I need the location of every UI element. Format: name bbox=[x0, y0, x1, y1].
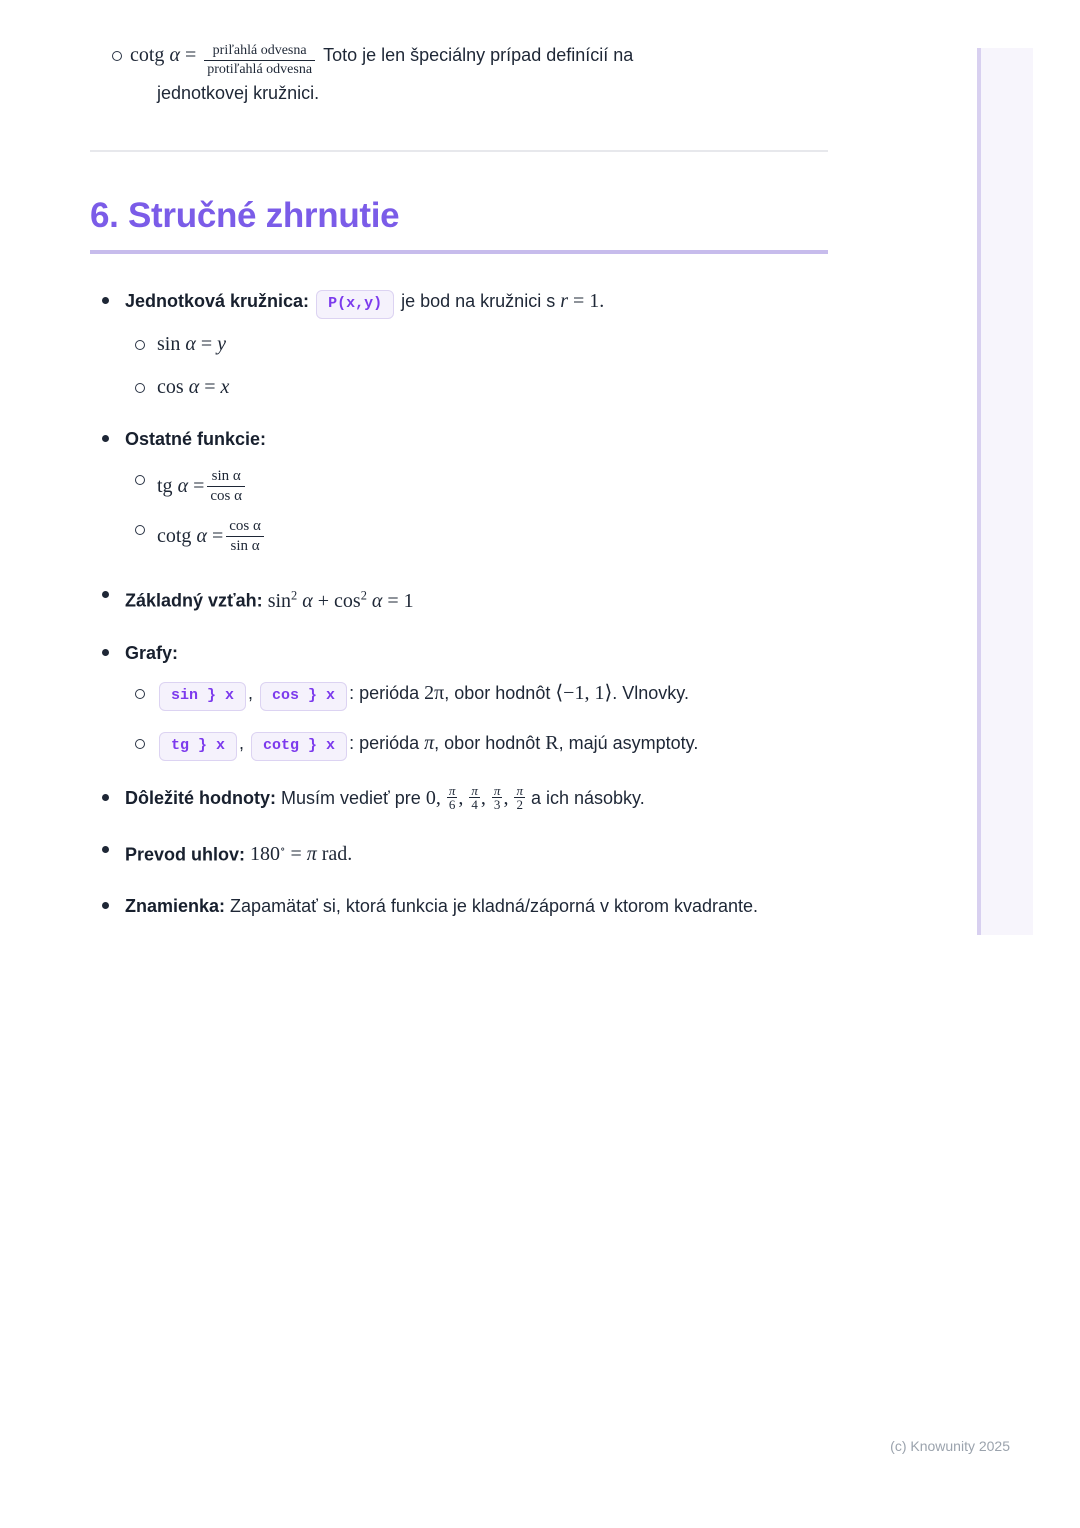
cotg-fraction bbox=[204, 43, 315, 78]
sub-item-tg-cotg-graphs bbox=[125, 728, 828, 761]
math-alpha: α bbox=[169, 44, 180, 66]
math-equals: = bbox=[290, 843, 302, 866]
identity-formula bbox=[267, 587, 414, 612]
math-alpha: α bbox=[177, 474, 189, 497]
math-pi: π bbox=[306, 843, 317, 866]
fraction-numerator: π bbox=[471, 782, 478, 798]
cotg-definition-item bbox=[90, 40, 828, 108]
sub-item-tg bbox=[125, 464, 828, 508]
math-exponent: 2 bbox=[291, 587, 298, 602]
sub-item-cotg bbox=[125, 514, 828, 558]
other-functions-sublist bbox=[125, 464, 828, 558]
math-alpha: α bbox=[185, 332, 196, 355]
pi-over-2 bbox=[514, 784, 525, 812]
graphs-row1-text: . Vlnovky. bbox=[612, 682, 689, 703]
fraction-denominator: protiľahlá odvesna bbox=[207, 61, 313, 77]
fraction-denominator: 3 bbox=[493, 797, 501, 813]
graphs-row1-text: : perióda bbox=[349, 682, 420, 703]
math-equals: = bbox=[211, 524, 224, 547]
graphs-row2-text: , obor hodnôt bbox=[434, 732, 541, 753]
cotg-note-line1: Toto je len špeciálny prípad definícií na bbox=[323, 45, 634, 65]
graphs-row2-text: : perióda bbox=[349, 732, 420, 753]
comma-separator: , bbox=[503, 786, 509, 809]
unit-circle-sublist bbox=[125, 329, 828, 402]
math-equals: = bbox=[204, 375, 216, 398]
math-alpha: α bbox=[371, 589, 383, 612]
copyright-note: (c) Knowunity 2025 bbox=[890, 1438, 1010, 1454]
pi-over-3 bbox=[492, 784, 503, 812]
identity-label: Základný vzťah: bbox=[125, 590, 263, 611]
bullet-graphs bbox=[90, 638, 828, 761]
fraction-denominator: 2 bbox=[516, 797, 523, 813]
graphs-label: Grafy: bbox=[125, 642, 179, 663]
cotg-fraction bbox=[226, 518, 264, 556]
graphs-sublist bbox=[125, 678, 828, 761]
math-pi: π bbox=[424, 731, 435, 754]
math-equals: = bbox=[200, 332, 213, 355]
sub-item-cos bbox=[125, 372, 828, 402]
values-label: Dôležité hodnoty: bbox=[125, 787, 276, 808]
comma-separator: , bbox=[458, 786, 464, 809]
fraction-numerator: π bbox=[493, 782, 501, 798]
angles-formula bbox=[250, 843, 352, 865]
math-x: x bbox=[220, 375, 230, 398]
math-cos: cos bbox=[334, 589, 361, 612]
math-eq-one: = 1 bbox=[387, 589, 414, 612]
fraction-denominator: 6 bbox=[448, 797, 456, 813]
bullet-identity bbox=[90, 580, 828, 616]
math-alpha: α bbox=[188, 375, 200, 398]
summary-list bbox=[90, 286, 828, 921]
math-rad-unit: rad. bbox=[321, 843, 353, 866]
code-badge-pxy: P(x,y) bbox=[316, 290, 394, 319]
math-equals: = bbox=[184, 44, 197, 66]
code-badge-tg: tg } x bbox=[159, 732, 237, 761]
bullet-unit-circle bbox=[90, 286, 828, 402]
math-cos: cos bbox=[157, 375, 184, 398]
math-reals: R bbox=[545, 731, 559, 754]
section-heading: 6. Stručné zhrnutie bbox=[90, 196, 828, 254]
signs-label: Znamienka: bbox=[125, 896, 226, 917]
angles-label: Prevod uhlov: bbox=[125, 844, 246, 865]
bullet-angle-conversion bbox=[90, 835, 828, 870]
section-divider bbox=[90, 150, 828, 152]
math-exponent: 2 bbox=[360, 587, 367, 602]
other-functions-label: Ostatné funkcie: bbox=[125, 428, 267, 449]
cotg-formula bbox=[130, 44, 201, 66]
fraction-numerator: cos α bbox=[226, 518, 264, 537]
pi-over-4 bbox=[469, 784, 480, 812]
signs-text: Zapamätať si, ktorá funkcia je kladná/záporná v ktorom kvadrante. bbox=[230, 896, 759, 917]
math-r: r bbox=[560, 289, 569, 312]
math-cotg: cotg bbox=[157, 524, 192, 547]
code-badge-cotg: cotg } x bbox=[251, 732, 347, 761]
math-sin: sin bbox=[157, 332, 181, 355]
graphs-row1-text: , obor hodnôt bbox=[444, 682, 551, 703]
fraction-numerator: sin α bbox=[207, 468, 245, 487]
math-alpha: α bbox=[196, 524, 207, 547]
math-alpha: α bbox=[302, 589, 313, 612]
graphs-row2-text: , majú asymptoty. bbox=[558, 732, 699, 753]
math-equals: = bbox=[193, 474, 205, 497]
values-text: Musím vedieť pre bbox=[281, 787, 421, 808]
bullet-important-values bbox=[90, 783, 828, 813]
unit-circle-text: je bod na kružnici s bbox=[401, 290, 556, 311]
comma-separator: , bbox=[480, 786, 486, 809]
bullet-other-functions bbox=[90, 424, 828, 558]
math-2pi: 2π bbox=[424, 681, 445, 704]
fraction-numerator: π bbox=[448, 782, 456, 798]
math-y: y bbox=[217, 332, 227, 355]
pi-over-6 bbox=[447, 784, 458, 812]
cotg-note-line2: jednotkovej kružnici. bbox=[157, 82, 320, 103]
fraction-denominator: sin α bbox=[230, 538, 260, 555]
fraction-numerator: π bbox=[516, 782, 523, 798]
unit-circle-label: Jednotková kružnica: bbox=[125, 290, 310, 311]
comma-separator: , bbox=[248, 682, 254, 703]
math-tg: tg bbox=[157, 474, 173, 497]
math-function-name: cotg bbox=[130, 44, 165, 66]
math-sin: sin bbox=[267, 589, 292, 612]
math-plus: + bbox=[317, 589, 330, 612]
fraction-denominator: cos α bbox=[210, 488, 242, 505]
values-text-tail: a ich násobky. bbox=[530, 787, 645, 808]
comma-separator: , bbox=[239, 732, 245, 753]
math-zero: 0, bbox=[425, 786, 441, 809]
bullet-signs bbox=[90, 891, 828, 921]
math-interval: ⟨−1, 1⟩ bbox=[555, 681, 613, 704]
code-badge-cos: cos } x bbox=[260, 682, 347, 711]
math-eq-one: = 1. bbox=[573, 289, 605, 312]
sub-item-sin bbox=[125, 329, 828, 359]
sub-item-sin-cos-graphs bbox=[125, 678, 828, 711]
fraction-numerator: priľahlá odvesna bbox=[204, 43, 315, 61]
tg-fraction bbox=[207, 468, 245, 506]
degree-symbol: ∘ bbox=[280, 843, 286, 856]
fraction-denominator: 4 bbox=[471, 797, 478, 813]
math-180: 180 bbox=[250, 843, 281, 866]
page-content bbox=[90, 40, 828, 943]
code-badge-sin: sin } x bbox=[159, 682, 246, 711]
page-edge-bar bbox=[977, 48, 1033, 935]
